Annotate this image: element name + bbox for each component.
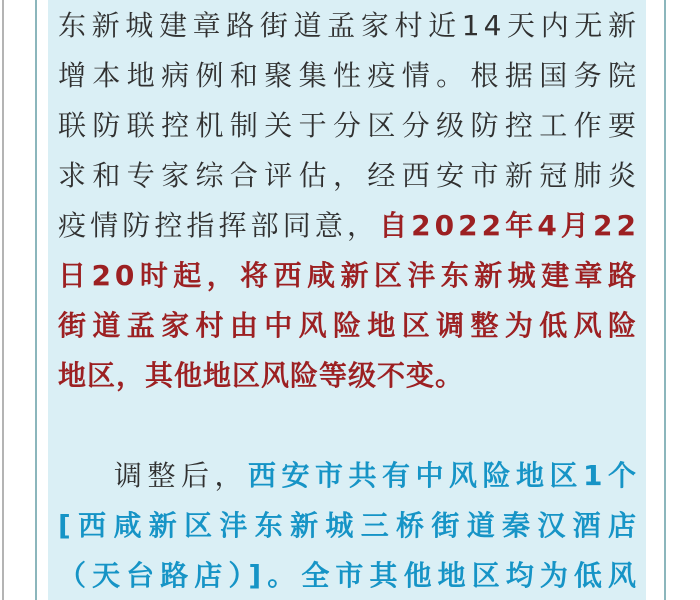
text-line — [58, 501, 640, 551]
text-line — [58, 51, 640, 101]
left-edge-line — [2, 0, 4, 600]
text-line — [58, 101, 640, 151]
text-line — [58, 301, 640, 351]
text-line — [58, 151, 640, 201]
red-highlight-segment: 地区，其他地区风险等级不变。 — [58, 359, 465, 392]
body-text-segment: 调整后， — [114, 459, 249, 492]
text-line — [58, 351, 640, 401]
body-text-segment: 联防联控机制关于分区分级防控工作要 — [58, 109, 640, 142]
text-line — [58, 551, 640, 600]
body-text-segment: 求和专家综合评估，经西安市新冠肺炎 — [58, 159, 640, 192]
paragraph-gap — [58, 401, 640, 451]
red-highlight-segment: 自2022年4月22 — [379, 209, 640, 242]
announcement-panel — [48, 0, 646, 600]
blue-highlight-segment: 西安市共有中风险地区1个 — [248, 459, 640, 492]
text-line — [58, 201, 640, 251]
body-text-segment: 疫情防控指挥部同意， — [58, 209, 380, 242]
red-highlight-segment: 日20时起，将西咸新区沣东新城建章路 — [58, 259, 640, 292]
left-border-line — [35, 0, 37, 600]
blue-highlight-segment: [西咸新区沣东新城三桥街道秦汉酒店 — [58, 509, 640, 542]
red-highlight-segment: 街道孟家村由中风险地区调整为低风险 — [58, 309, 640, 342]
text-line — [58, 251, 640, 301]
text-line — [58, 451, 640, 501]
right-border-line — [664, 0, 666, 600]
blue-highlight-segment: （天台路店）]。全市其他地区均为低风 — [58, 559, 640, 592]
text-line — [58, 1, 640, 51]
body-text-segment: 增本地病例和聚集性疫情。根据国务院 — [58, 59, 640, 92]
body-text-segment: 东新城建章路街道孟家村近14天内无新 — [58, 9, 640, 42]
